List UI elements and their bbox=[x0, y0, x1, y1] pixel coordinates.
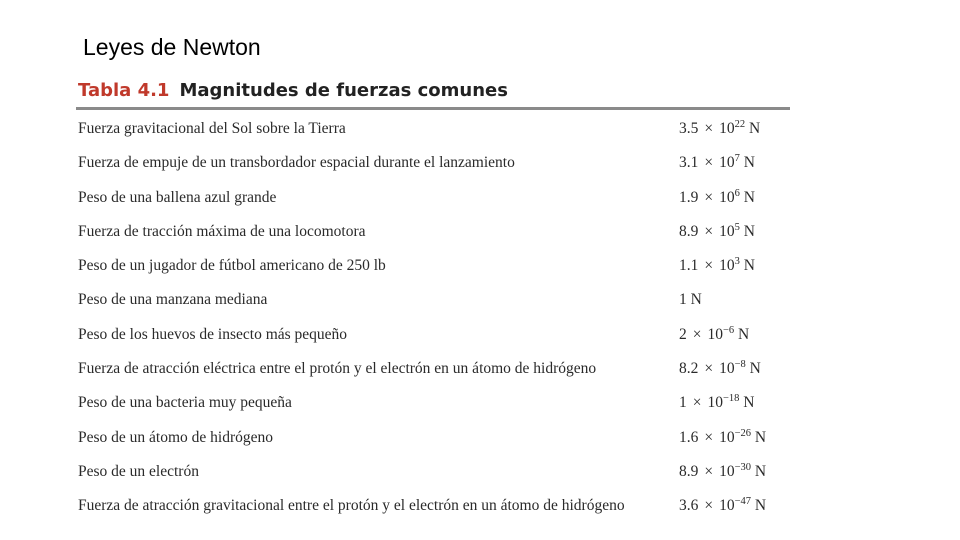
magnitude-exponent: 22 bbox=[734, 119, 746, 130]
magnitude-exponent: −18 bbox=[723, 393, 740, 405]
magnitude-base: 10 bbox=[719, 188, 735, 206]
table-row bbox=[78, 421, 798, 455]
magnitude-exponent: −26 bbox=[734, 427, 752, 439]
times-sign: × bbox=[692, 325, 702, 343]
force-description: Fuerza de tracción máxima de una locomotora bbox=[78, 222, 366, 240]
magnitude-base: 10 bbox=[707, 394, 723, 412]
magnitude-mantissa: 8.2 bbox=[679, 360, 699, 378]
magnitude-base: 10 bbox=[719, 120, 735, 137]
force-description: Peso de un átomo de hidrógeno bbox=[78, 428, 274, 446]
magnitude-base: 10 bbox=[719, 154, 735, 172]
force-magnitude bbox=[679, 257, 755, 275]
magnitude-value: 1 N bbox=[679, 291, 702, 309]
force-magnitude bbox=[679, 429, 766, 447]
force-magnitude bbox=[679, 360, 761, 378]
force-description: Peso de un electrón bbox=[78, 462, 199, 480]
force-magnitude bbox=[679, 291, 702, 309]
times-sign: × bbox=[704, 497, 714, 515]
force-description: Fuerza de empuje de un transbordador espacial durante el lanzamiento bbox=[78, 154, 515, 172]
table-row bbox=[78, 283, 798, 317]
table-row bbox=[78, 146, 798, 180]
table-caption-text: Magnitudes de fuerzas comunes bbox=[179, 80, 508, 101]
magnitude-exponent: −47 bbox=[734, 496, 752, 508]
magnitude-mantissa: 1.6 bbox=[679, 428, 699, 446]
force-description: Fuerza gravitacional del Sol sobre la Tierra bbox=[78, 120, 346, 137]
magnitude-base: 10 bbox=[707, 325, 723, 343]
magnitude-base: 10 bbox=[719, 222, 735, 240]
magnitude-mantissa: 3.6 bbox=[679, 497, 699, 515]
magnitude-mantissa: 1.1 bbox=[679, 257, 699, 275]
force-magnitude bbox=[679, 154, 755, 172]
magnitude-unit: N bbox=[743, 154, 755, 172]
magnitude-mantissa: 2 bbox=[679, 325, 687, 343]
times-sign: × bbox=[692, 394, 702, 412]
magnitude-exponent: −30 bbox=[734, 461, 752, 473]
magnitude-base: 10 bbox=[719, 257, 735, 275]
magnitude-mantissa: 3.1 bbox=[679, 154, 699, 172]
table-row bbox=[78, 112, 798, 146]
magnitude-unit: N bbox=[743, 257, 755, 275]
magnitude-base: 10 bbox=[719, 428, 735, 446]
table-caption bbox=[78, 80, 508, 102]
magnitude-base: 10 bbox=[719, 497, 735, 515]
magnitude-unit: N bbox=[738, 325, 750, 343]
magnitude-exponent: 6 bbox=[734, 187, 740, 199]
times-sign: × bbox=[704, 222, 714, 240]
magnitude-base: 10 bbox=[719, 360, 735, 378]
magnitude-exponent: 3 bbox=[734, 256, 740, 268]
table-label: Tabla 4.1 bbox=[78, 80, 170, 101]
force-magnitude bbox=[679, 223, 755, 241]
force-description: Peso de los huevos de insecto más pequeño bbox=[78, 325, 348, 343]
table-row bbox=[78, 455, 798, 489]
magnitude-unit: N bbox=[749, 120, 761, 137]
force-magnitude bbox=[679, 120, 760, 138]
magnitude-mantissa: 1.9 bbox=[679, 188, 699, 206]
force-magnitude bbox=[679, 497, 766, 515]
times-sign: × bbox=[704, 360, 714, 378]
times-sign: × bbox=[704, 188, 714, 206]
force-description: Peso de una ballena azul grande bbox=[78, 188, 277, 206]
table-row bbox=[78, 318, 798, 352]
magnitude-unit: N bbox=[743, 222, 755, 240]
force-description: Fuerza de atracción gravitacional entre el protón y el electrón en un átomo de hidrógeno bbox=[78, 497, 625, 515]
force-magnitudes-table bbox=[78, 112, 798, 524]
magnitude-unit: N bbox=[754, 497, 767, 515]
force-magnitude bbox=[679, 394, 755, 412]
caption-divider bbox=[76, 107, 790, 110]
force-description: Fuerza de atracción eléctrica entre el protón y el electrón en un átomo de hidrógeno bbox=[78, 360, 597, 378]
magnitude-mantissa: 3.5 bbox=[679, 120, 699, 137]
magnitude-mantissa: 1 bbox=[679, 394, 687, 412]
force-description: Peso de un jugador de fútbol americano de 250 lb bbox=[78, 257, 386, 275]
times-sign: × bbox=[704, 257, 714, 275]
magnitude-mantissa: 8.9 bbox=[679, 462, 699, 480]
magnitude-unit: N bbox=[743, 188, 755, 206]
table-row bbox=[78, 181, 798, 215]
force-magnitude bbox=[679, 463, 766, 481]
force-magnitude bbox=[679, 189, 755, 207]
times-sign: × bbox=[704, 154, 714, 172]
slide-title: Leyes de Newton bbox=[83, 34, 261, 60]
magnitude-exponent: −6 bbox=[723, 324, 735, 336]
force-description: Peso de una manzana mediana bbox=[78, 291, 268, 309]
table-row bbox=[78, 386, 798, 420]
magnitude-exponent: 7 bbox=[734, 153, 740, 165]
force-magnitude bbox=[679, 326, 749, 344]
table-row bbox=[78, 249, 798, 283]
magnitude-unit: N bbox=[754, 462, 767, 480]
magnitude-mantissa: 8.9 bbox=[679, 222, 699, 240]
magnitude-unit: N bbox=[743, 394, 755, 412]
magnitude-unit: N bbox=[754, 428, 767, 446]
force-description: Peso de una bacteria muy pequeña bbox=[78, 394, 292, 412]
magnitude-unit: N bbox=[749, 360, 761, 378]
magnitude-exponent: −8 bbox=[734, 359, 746, 371]
magnitude-exponent: 5 bbox=[734, 221, 740, 233]
table-row bbox=[78, 215, 798, 249]
table-row bbox=[78, 352, 798, 386]
times-sign: × bbox=[704, 428, 714, 446]
table-row bbox=[78, 489, 798, 523]
times-sign: × bbox=[704, 120, 714, 137]
times-sign: × bbox=[704, 462, 714, 480]
magnitude-base: 10 bbox=[719, 462, 735, 480]
